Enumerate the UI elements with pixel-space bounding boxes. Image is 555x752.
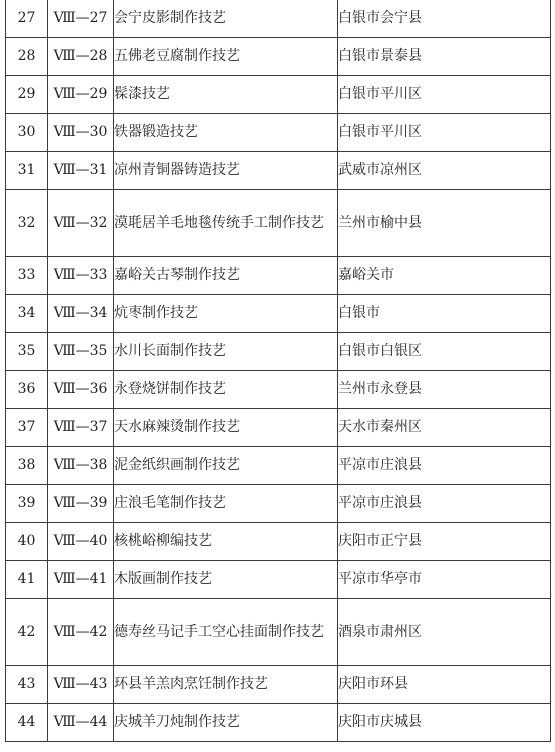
project-name: 永登烧饼制作技艺	[114, 371, 338, 409]
table-row	[6, 333, 551, 371]
table-row	[6, 76, 551, 114]
row-number: 36	[6, 371, 48, 409]
project-code: Ⅷ—38	[48, 447, 114, 485]
project-name: 木版画制作技艺	[114, 561, 338, 599]
project-name: 庆城羊刀炖制作技艺	[114, 704, 338, 742]
project-code: Ⅷ—43	[48, 666, 114, 704]
row-number: 40	[6, 523, 48, 561]
declaring-region: 天水市秦州区	[338, 409, 551, 447]
declaring-region: 白银市平川区	[338, 114, 551, 152]
table-row	[6, 371, 551, 409]
table-row	[6, 114, 551, 152]
row-number: 27	[6, 0, 48, 38]
row-number: 37	[6, 409, 48, 447]
project-name: 泥金纸织画制作技艺	[114, 447, 338, 485]
declaring-region: 嘉峪关市	[338, 257, 551, 295]
table-row	[6, 666, 551, 704]
table-row	[6, 295, 551, 333]
project-code: Ⅷ—29	[48, 76, 114, 114]
declaring-region: 白银市	[338, 295, 551, 333]
project-code: Ⅷ—34	[48, 295, 114, 333]
project-name: 嘉峪关古琴制作技艺	[114, 257, 338, 295]
row-number: 28	[6, 38, 48, 76]
project-name: 铁器锻造技艺	[114, 114, 338, 152]
declaring-region: 庆阳市庆城县	[338, 704, 551, 742]
table-row	[6, 561, 551, 599]
declaring-region: 武威市凉州区	[338, 152, 551, 190]
project-name: 庄浪毛笔制作技艺	[114, 485, 338, 523]
project-name: 髹漆技艺	[114, 76, 338, 114]
declaring-region: 平凉市庄浪县	[338, 447, 551, 485]
project-name: 天水麻辣烫制作技艺	[114, 409, 338, 447]
project-code: Ⅷ—37	[48, 409, 114, 447]
declaring-region: 酒泉市肃州区	[338, 599, 551, 666]
table-row	[6, 38, 551, 76]
project-code: Ⅷ—31	[48, 152, 114, 190]
project-name: 漠毦居羊毛地毯传统手工制作技艺	[114, 190, 338, 257]
table-row	[6, 704, 551, 742]
declaring-region: 平凉市庄浪县	[338, 485, 551, 523]
project-name: 五佛老豆腐制作技艺	[114, 38, 338, 76]
declaring-region: 平凉市华亭市	[338, 561, 551, 599]
project-code: Ⅷ—32	[48, 190, 114, 257]
row-number: 38	[6, 447, 48, 485]
declaring-region: 庆阳市正宁县	[338, 523, 551, 561]
table-row	[6, 447, 551, 485]
declaring-region: 白银市会宁县	[338, 0, 551, 38]
project-code: Ⅷ—36	[48, 371, 114, 409]
project-name: 凉州青铜器铸造技艺	[114, 152, 338, 190]
project-code: Ⅷ—33	[48, 257, 114, 295]
table-row	[6, 190, 551, 257]
table-row	[6, 0, 551, 38]
row-number: 31	[6, 152, 48, 190]
project-name: 德寿丝马记手工空心挂面制作技艺	[114, 599, 338, 666]
heritage-list-table	[5, 0, 551, 742]
row-number: 35	[6, 333, 48, 371]
table-row	[6, 409, 551, 447]
row-number: 30	[6, 114, 48, 152]
table-row	[6, 257, 551, 295]
row-number: 29	[6, 76, 48, 114]
row-number: 33	[6, 257, 48, 295]
project-code: Ⅷ—44	[48, 704, 114, 742]
project-name: 核桃峪柳编技艺	[114, 523, 338, 561]
project-code: Ⅷ—27	[48, 0, 114, 38]
row-number: 43	[6, 666, 48, 704]
declaring-region: 兰州市永登县	[338, 371, 551, 409]
declaring-region: 白银市平川区	[338, 76, 551, 114]
project-name: 炕枣制作技艺	[114, 295, 338, 333]
project-code: Ⅷ—35	[48, 333, 114, 371]
row-number: 34	[6, 295, 48, 333]
row-number: 42	[6, 599, 48, 666]
table-row	[6, 485, 551, 523]
project-name: 会宁皮影制作技艺	[114, 0, 338, 38]
table-row	[6, 152, 551, 190]
table-row	[6, 599, 551, 666]
project-name: 水川长面制作技艺	[114, 333, 338, 371]
project-code: Ⅷ—28	[48, 38, 114, 76]
declaring-region: 庆阳市环县	[338, 666, 551, 704]
table-row	[6, 523, 551, 561]
declaring-region: 白银市白银区	[338, 333, 551, 371]
project-name: 环县羊羔肉烹饪制作技艺	[114, 666, 338, 704]
project-code: Ⅷ—30	[48, 114, 114, 152]
declaring-region: 兰州市榆中县	[338, 190, 551, 257]
project-code: Ⅷ—39	[48, 485, 114, 523]
row-number: 44	[6, 704, 48, 742]
declaring-region: 白银市景泰县	[338, 38, 551, 76]
project-code: Ⅷ—41	[48, 561, 114, 599]
row-number: 32	[6, 190, 48, 257]
row-number: 39	[6, 485, 48, 523]
project-code: Ⅷ—42	[48, 599, 114, 666]
project-code: Ⅷ—40	[48, 523, 114, 561]
row-number: 41	[6, 561, 48, 599]
